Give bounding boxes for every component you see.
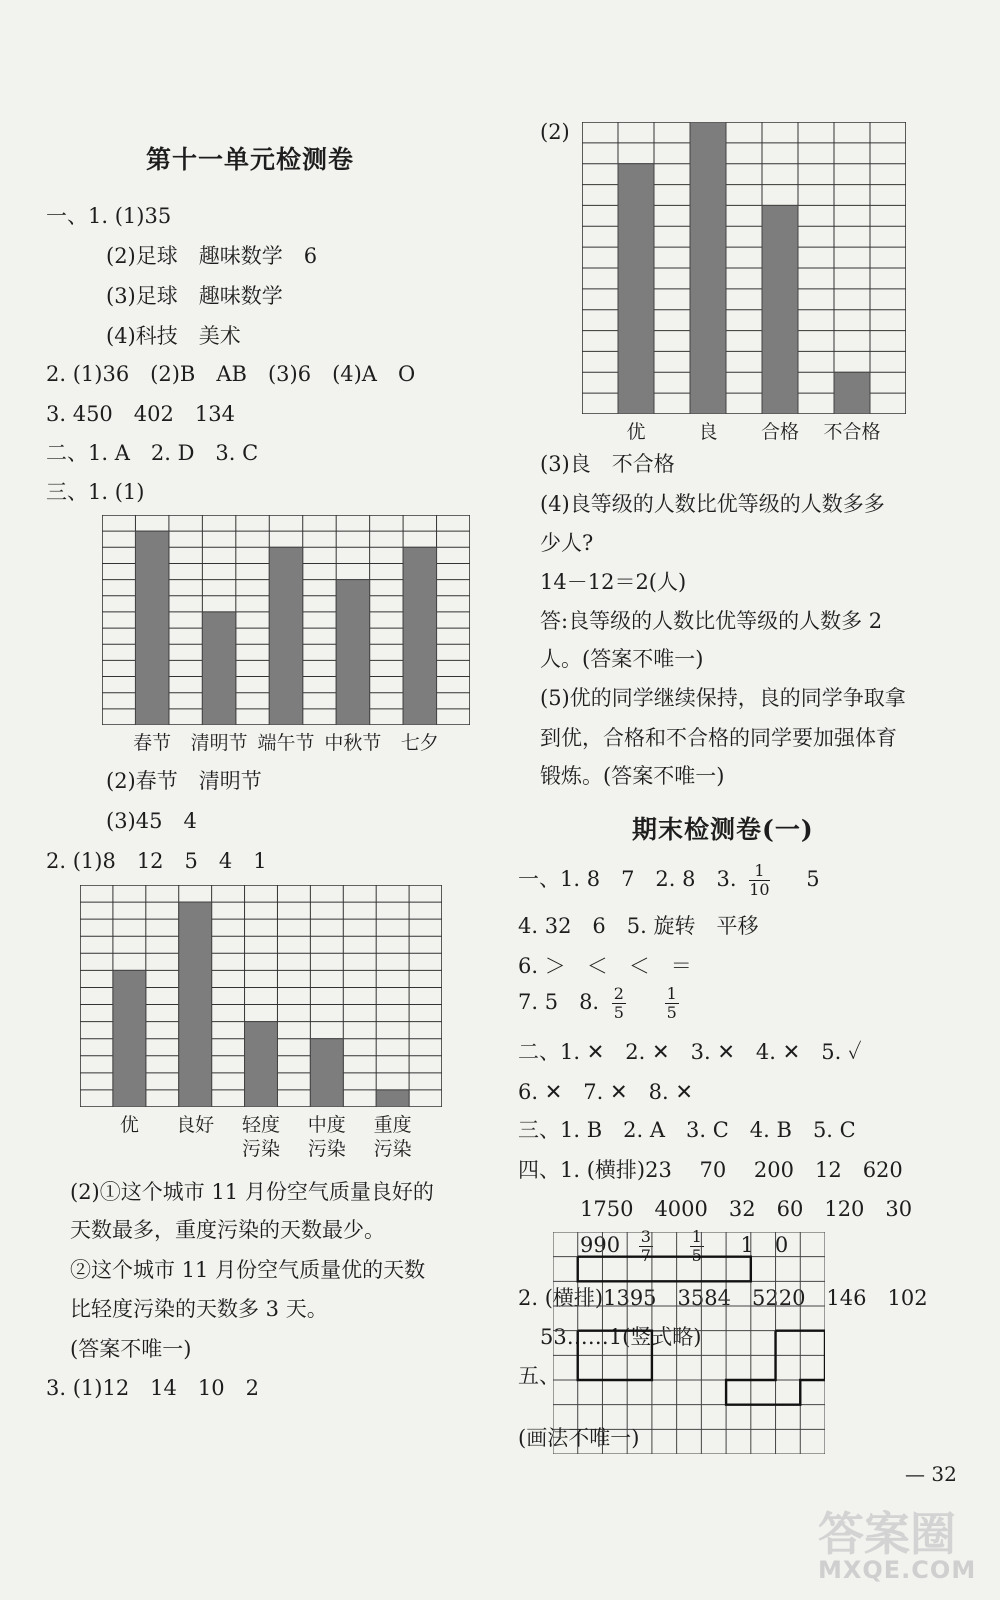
unit11-title: 第十一单元检测卷	[146, 145, 355, 174]
numerator: 2	[613, 984, 624, 1003]
bar-4	[336, 580, 369, 725]
answer-line: 3. (1)12 14 10 2	[46, 1376, 259, 1400]
answer-line: (3)足球 趣味数学	[106, 284, 283, 308]
bar-1	[113, 970, 146, 1107]
bar-5	[403, 547, 436, 725]
chart3-prefix: (2)	[540, 120, 570, 144]
answer-line: (4)科技 美术	[106, 324, 241, 348]
answer-line: (2)春节 清明节	[106, 769, 262, 793]
answer-text: 7. 5 8.	[518, 990, 600, 1014]
answer-line: 三、1. B 2. A 3. C 4. B 5. C	[518, 1118, 856, 1142]
fraction	[612, 985, 626, 1022]
denominator: 5	[613, 1003, 624, 1022]
answer-line: (答案不唯一)	[70, 1337, 192, 1361]
bar-1	[135, 531, 168, 725]
answer-line: 6. ＞ ＜ ＜ ＝	[518, 954, 692, 978]
category-label: 轻度 污染	[241, 1114, 280, 1160]
answer-text: 1 0	[740, 1233, 789, 1257]
answer-line: 三、1. (1)	[46, 480, 145, 504]
answer-line: (3)良 不合格	[540, 452, 675, 476]
bar-4	[310, 1039, 343, 1107]
answer-line: 人。(答案不唯一)	[540, 647, 704, 671]
bar-5	[376, 1090, 409, 1107]
category-label: 不合格	[823, 421, 881, 443]
bar-4	[834, 372, 870, 414]
denominator: 5	[666, 1003, 677, 1022]
bar-2	[690, 122, 726, 414]
answer-line: 3. 450 402 134	[46, 402, 235, 426]
answer-line: 少人?	[540, 531, 594, 555]
answer-line: 二、1. ✕ 2. ✕ 3. ✕ 4. ✕ 5. ✓	[518, 1040, 862, 1064]
answer-text: 990	[580, 1233, 621, 1257]
answer-line: (画法不唯一)	[518, 1426, 640, 1450]
answer-text: 一、1. 8 7 2. 8 3.	[518, 867, 737, 891]
fraction	[749, 862, 769, 899]
bar-3	[269, 547, 302, 725]
denominator: 7	[640, 1246, 651, 1265]
bar-2	[179, 902, 212, 1107]
page-number: — 32	[905, 1462, 957, 1486]
category-label: 良	[698, 421, 718, 443]
answer-text: 5	[806, 867, 820, 891]
bar-2	[202, 612, 235, 725]
answer-line: 一、1. (1)35	[46, 204, 172, 228]
answer-line: 2. (1)36 (2)B AB (3)6 (4)A O	[46, 362, 416, 386]
denominator: 10	[749, 880, 770, 899]
drawing-grid	[553, 1232, 825, 1454]
answer-line: 1750 4000 32 60 120 30	[580, 1197, 913, 1221]
answer-line	[518, 862, 836, 899]
answer-line: (2)①这个城市 11 月份空气质量良好的	[70, 1180, 434, 1204]
answer-line	[518, 985, 695, 1022]
category-label: 重度 污染	[373, 1114, 412, 1160]
answer-line: (3)45 4	[106, 809, 197, 833]
answer-line: 2. (1)8 12 5 4 1	[46, 849, 267, 873]
category-label: 春节	[133, 732, 172, 754]
bar-1	[618, 164, 654, 414]
answer-line: 五、	[518, 1364, 560, 1388]
watermark-logo: 答案圈	[818, 1507, 956, 1561]
numerator: 3	[640, 1227, 651, 1246]
category-label: 端午节	[257, 732, 315, 754]
answer-line: 53……1(竖式略)	[540, 1325, 702, 1349]
category-label: 优	[119, 1114, 139, 1136]
drawn-shape-top	[578, 1257, 751, 1282]
final1-title: 期末检测卷(一)	[632, 815, 814, 844]
answer-line: 14－12＝2(人)	[540, 570, 687, 594]
numerator: 1	[749, 862, 769, 881]
answer-line: 到优，合格和不合格的同学要加强体育	[540, 726, 897, 750]
category-label: 良好	[176, 1114, 215, 1136]
category-label: 中度 污染	[307, 1114, 346, 1160]
answer-line: 答:良等级的人数比优等级的人数多 2	[540, 609, 883, 633]
category-label: 优	[626, 421, 646, 443]
answer-line: 2. (横排)1395 3584 5220 146 102	[518, 1286, 928, 1310]
watermark-url: MXQE.COM	[818, 1556, 977, 1584]
grade-bar-chart	[582, 122, 906, 414]
denominator: 5	[691, 1246, 702, 1265]
answer-line: ②这个城市 11 月份空气质量优的天数	[70, 1258, 426, 1282]
category-label: 清明节	[190, 732, 248, 754]
answer-line: 6. ✕ 7. ✕ 8. ✕	[518, 1080, 693, 1104]
answer-line: (4)良等级的人数比优等级的人数多多	[540, 492, 885, 516]
bar-3	[762, 205, 798, 414]
answer-line: 锻炼。(答案不唯一)	[540, 764, 725, 788]
answer-line: 天数最多，重度污染的天数最少。	[70, 1218, 385, 1242]
answer-line: 四、1. (横排)23 70 200 12 620	[518, 1158, 903, 1182]
fraction	[665, 985, 679, 1022]
answer-line: (2)足球 趣味数学 6	[106, 244, 318, 268]
answer-line: 二、1. A 2. D 3. C	[46, 441, 259, 465]
festival-bar-chart	[102, 515, 470, 725]
answer-line: 4. 32 6 5. 旋转 平移	[518, 914, 759, 938]
air-quality-bar-chart	[80, 885, 442, 1107]
answer-line: (5)优的同学继续保持，良的同学争取拿	[540, 686, 906, 710]
numerator: 1	[691, 1227, 702, 1246]
answer-line: 比轻度污染的天数多 3 天。	[70, 1297, 328, 1321]
category-label: 七夕	[400, 732, 439, 754]
category-label: 中秋节	[324, 732, 382, 754]
numerator: 1	[666, 984, 677, 1003]
category-label: 合格	[760, 421, 799, 443]
bar-3	[245, 1022, 278, 1107]
